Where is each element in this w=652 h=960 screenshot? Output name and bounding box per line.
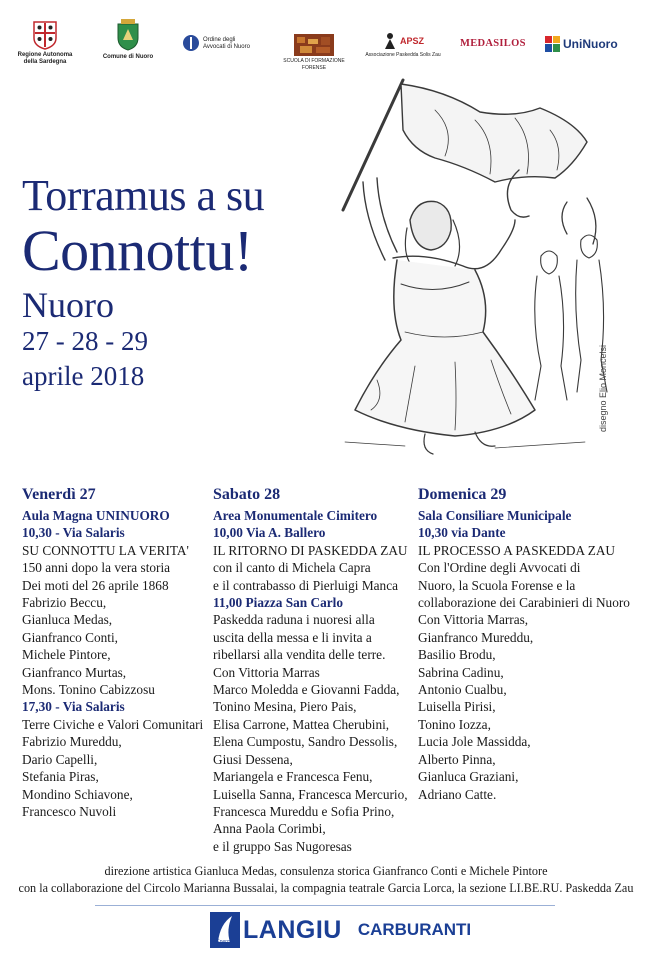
day-heading-friday: Venerdì 27 (22, 486, 96, 503)
program-time-location: Sala Consiliare Municipale (418, 508, 572, 523)
program-time-location: Area Monumentale Cimitero (213, 508, 378, 523)
program-text-line: Francesco Nuvoli (22, 803, 117, 819)
program-text-line: Tonino Mesina, Piero Pais, (213, 699, 357, 715)
ordine-avvocati-logo (182, 34, 258, 52)
city-name: Nuoro (22, 285, 114, 325)
program-text-line: 150 anni dopo la vera storia (22, 560, 171, 576)
program-text-line: Con Vittoria Marras (213, 664, 320, 680)
program-text-line: Nuoro, la Scuola Forense e la (418, 577, 576, 593)
regione-sardegna-logo (16, 20, 74, 66)
program-time-location: 10,00 Via A. Ballero (213, 525, 326, 541)
program-saturday (213, 485, 408, 855)
program-text-line: Michele Pintore, (22, 647, 111, 663)
program-text-line: IL RITORNO DI PASKEDDA ZAU (213, 542, 408, 558)
program-time-location: 10,30 - Via Salaris (22, 525, 125, 541)
program-text-line: Antonio Cualbu, (418, 682, 507, 698)
program-text-line: Mondino Schiavone, (22, 786, 133, 802)
uninuoro-label: UniNuoro (563, 37, 618, 51)
program-sunday (418, 485, 630, 803)
program-text-line: Sabrina Cadinu, (418, 664, 504, 680)
program-text-line: Tonino Iozza, (418, 716, 491, 732)
uninuoro-logo (545, 36, 618, 52)
apsz-figure-icon (382, 32, 398, 50)
program-text-line: Elena Cumpostu, Sandro Dessolis, (213, 734, 398, 750)
program-text-line: Mariangela e Francesca Fenu, (213, 769, 373, 785)
medasilos-label: MEDASILOS (460, 38, 526, 49)
program-text-line: Luisella Pirisi, (418, 699, 496, 715)
day-heading-saturday: Sabato 28 (213, 486, 281, 503)
program-time-location: Aula Magna UNINUORO (22, 508, 170, 523)
program-text-line: Adriano Catte. (418, 786, 497, 802)
ordine-circle-icon (182, 34, 200, 52)
program-text-line: Lucia Jole Massidda, (418, 734, 531, 750)
program-text-line: e il gruppo Sas Nugoresas (213, 838, 352, 854)
program-text-line: Gianfranco Mureddu, (418, 629, 534, 645)
scuola-mosaic-icon (294, 34, 334, 56)
program-text-line: Stefania Piras, (22, 769, 99, 785)
apsz-logo (365, 32, 441, 59)
comune-crest-icon (113, 18, 143, 52)
program-text-line: Fabrizio Mureddu, (22, 734, 122, 750)
program-text-line: Marco Moledda e Giovanni Fadda, (213, 682, 400, 698)
friday-lines (22, 507, 203, 820)
apsz-label: APSZ (399, 36, 424, 46)
event-month-year: aprile 2018 (22, 361, 145, 391)
program-text-line: IL PROCESSO A PASKEDDA ZAU (418, 542, 616, 558)
program-text-line: Con l'Ordine degli Avvocati di (418, 560, 581, 576)
program-text-line: Luisella Sanna, Francesca Mercurio, (213, 786, 408, 802)
program-text-line: uscita della messa e li invita a (213, 629, 372, 645)
credits-line-1: direzione artistica Gianluca Medas, consulenza storica Gianfranco Conti e Michele Pintore (104, 864, 548, 878)
regione-caption: Regione Autonoma della Sardegna (17, 52, 73, 65)
title-line-1: Torramus a su (22, 171, 265, 220)
sunday-lines (418, 507, 630, 803)
program-time-location: 10,30 via Dante (418, 525, 506, 541)
medasilos-logo (460, 38, 526, 49)
langiu-tagline: CARBURANTI (357, 920, 472, 939)
program-text-line: Dario Capelli, (22, 751, 98, 767)
program-text-line: Elisa Carrone, Mattea Cherubini, (213, 716, 390, 732)
program-text-line: Basilio Brodu, (418, 647, 496, 663)
program-friday (22, 485, 203, 820)
program-text-line: Anna Paola Corimbi, (213, 821, 326, 837)
logos-row (0, 18, 652, 78)
program-text-line: Paskedda raduna i nuoresi alla (213, 612, 375, 628)
program-text-line: Con Vittoria Marras, (418, 612, 529, 628)
credits-line-2: con la collaborazione del Circolo Marianna Bussalai, la compagnia teatrale Garcia Lorca, la sezione LI.BE.RU. Paskedda Zau (18, 881, 634, 895)
event-dates: 27 - 28 - 29 (22, 326, 148, 356)
program-text-line: SU CONNOTTU LA VERITA' (22, 542, 189, 558)
program-text-line: Gianfranco Conti, (22, 629, 119, 645)
sardegna-crest-icon (32, 20, 58, 50)
title-line-2: Connottu! (22, 218, 253, 283)
program-text-line: Alberto Pinna, (418, 751, 496, 767)
scuola-caption: SCUOLA DI FORMAZIONE FORENSE (283, 58, 345, 71)
day-heading-sunday: Domenica 29 (418, 486, 507, 503)
langiu-sponsor (210, 912, 471, 948)
saturday-lines (213, 507, 408, 855)
program-text-line: con il canto di Michela Capra (213, 560, 371, 576)
program-text-line: Dei moti del 26 aprile 1868 (22, 577, 169, 593)
program-text-line: Fabrizio Beccu, (22, 595, 107, 611)
program-time-location: 17,30 - Via Salaris (22, 699, 125, 715)
scuola-forense-logo (278, 34, 350, 72)
langiu-mark-icon (210, 912, 240, 948)
comune-caption: Comune di Nuoro (102, 54, 154, 60)
paskedda-zau-illustration (305, 70, 625, 465)
illustration-credit: disegno Elio Moncelsi (598, 344, 608, 432)
program-time-location: 11,00 Piazza San Carlo (213, 595, 344, 611)
comune-nuoro-logo (98, 18, 158, 61)
ordine-caption: Ordine degli Avvocati di Nuoro (203, 37, 250, 50)
program-text-line: Giusi Dessena, (213, 751, 293, 767)
program-text-line: Mons. Tonino Cabizzosu (22, 682, 155, 698)
program-text-line: Terre Civiche e Valori Comunitari (22, 716, 204, 732)
program-text-line: Gianluca Graziani, (418, 769, 519, 785)
footer-divider (95, 905, 555, 906)
uninuoro-shield-icon (545, 36, 560, 52)
langiu-mark-text: Energia (216, 939, 234, 945)
program-text-line: Gianfranco Murtas, (22, 664, 127, 680)
program-text-line: collaborazione dei Carabinieri di Nuoro (418, 595, 630, 611)
program-text-line: e il contrabasso di Pierluigi Manca (213, 577, 399, 593)
program-text-line: ribellarsi alla vendita delle terre. (213, 647, 386, 663)
program-text-line: Gianluca Medas, (22, 612, 113, 628)
langiu-name: LANGIU (243, 915, 342, 944)
program-text-line: Francesca Mureddu e Sofia Prino, (213, 803, 395, 819)
apsz-caption: Associazione Paskedda Solis Zau (365, 52, 441, 58)
